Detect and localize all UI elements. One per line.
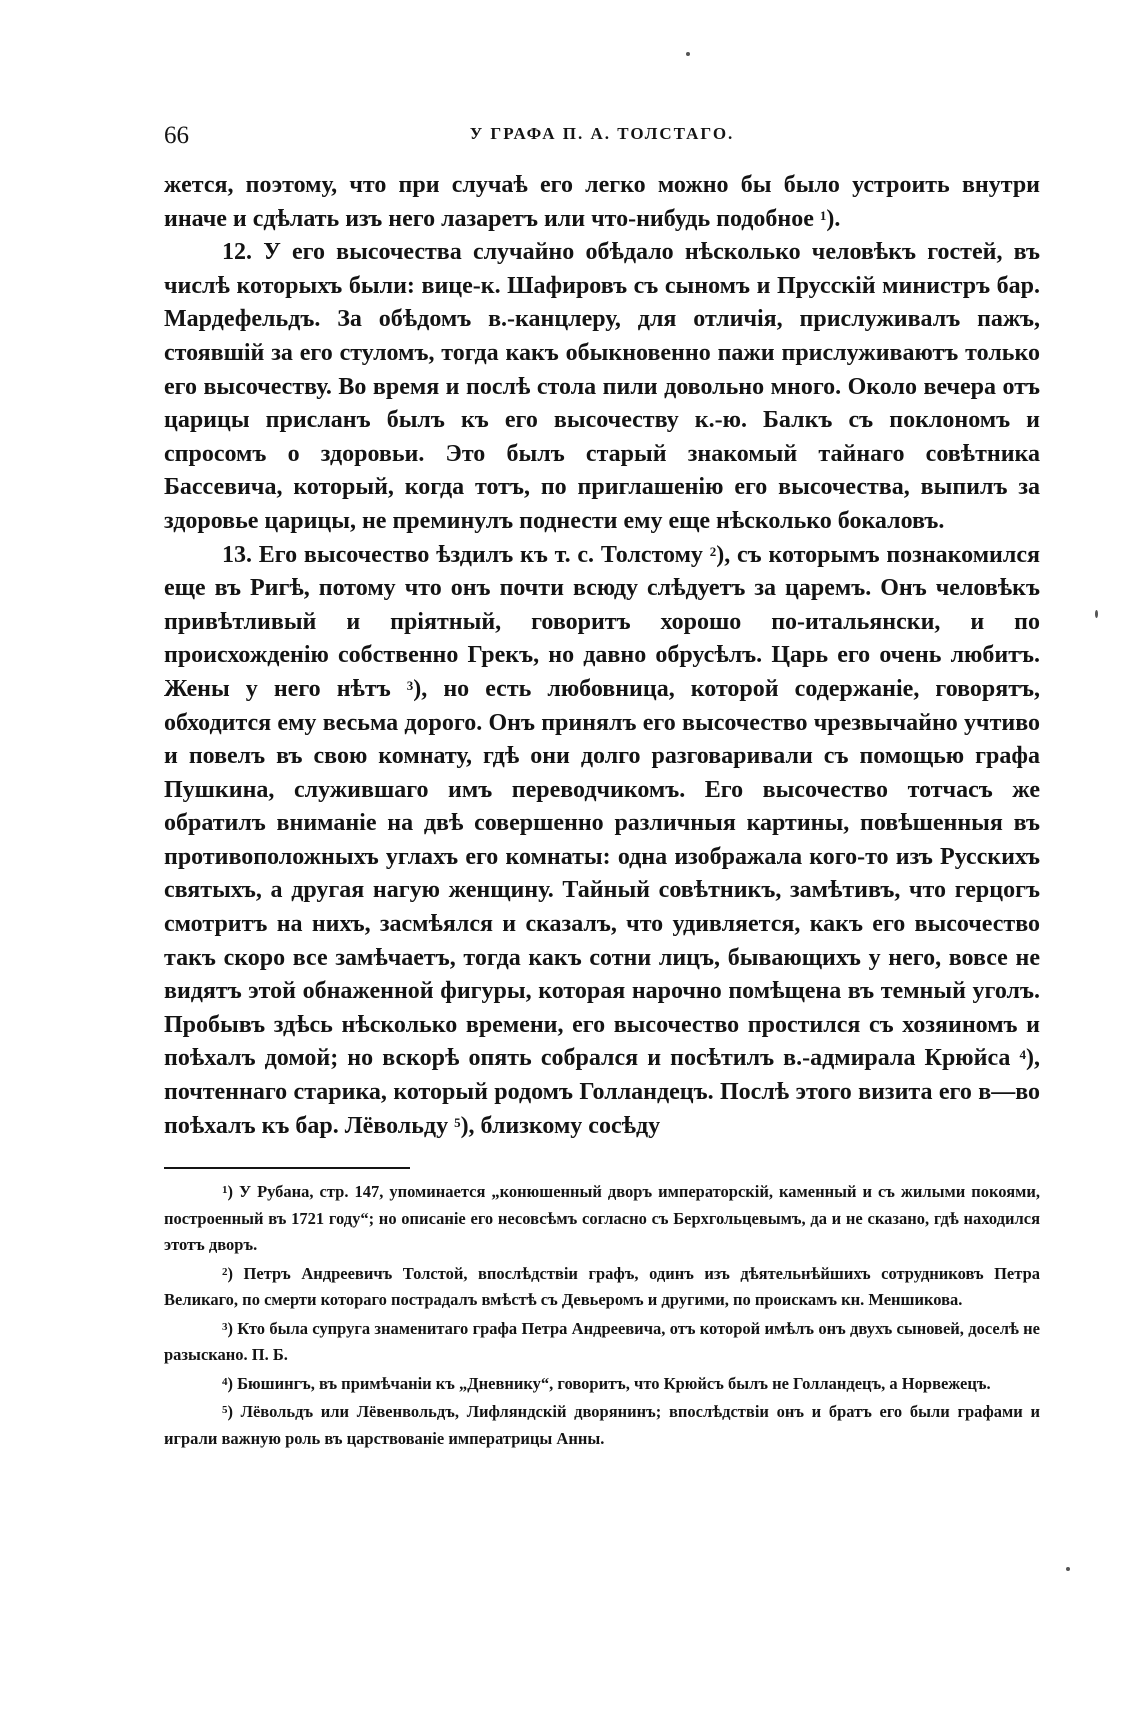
footnote-4: $^4$) Бюшингъ, въ примѣчаніи къ „Дневнику“, говоритъ, что Крюйсъ былъ не Голландецъ, а Норвежецъ. [222, 1373, 991, 1393]
footnote-mark: 2 [222, 1265, 228, 1278]
paragraph-continuation: жется, поэтому, что при случаѣ его легко можно бы было устроить внутри иначе и сдѣлать изъ него лазаретъ или что-нибудь подобное $^1$). [164, 172, 1040, 232]
paragraph-13: 13. Его высочество ѣздилъ къ т. с. Толстому $^2$), съ которымъ познакомился еще въ Ригѣ, потому что онъ почти всюду слѣдуетъ за царемъ. Онъ человѣкъ привѣтливый и пріятный, говоритъ хорошо по-итальянски, и по происхожденію собственно Грекъ, но давно обрусѣлъ. Царь его очень любитъ. Жены у него нѣтъ $^3$), но есть любовница, которой содержаніе, говорятъ, обходится ему весьма дорого. Онъ принялъ его высочество чрезвычайно учтиво и повелъ въ свою комнату, гдѣ они долго разговаривали съ помощью графа Пушкина, служившаго имъ переводчикомъ. Его высочество тотчасъ же обратилъ вниманіе на двѣ совершенно различныя картины, повѣшенныя въ противоположныхъ углахъ его комнаты: одна изображала кого-то изъ Русскихъ святыхъ, а другая нагую женщину. Тайный совѣтникъ, замѣтивъ, что герцогъ смотритъ на нихъ, засмѣялся и сказалъ, что удивляется, какъ его высочество такъ скоро все замѣчаетъ, тогда какъ сотни лицъ, бывающихъ у него, вовсе не видятъ этой обнаженной фигуры, которая нарочно помѣщена въ темный уголъ. Пробывъ здѣсь нѣсколько времени, его высочество простился съ хозяиномъ и поѣхалъ домой; но вскорѣ опять собрался и посѣтилъ в.-адмирала Крюйса $^4$), почтеннаго старика, который родомъ Голландецъ. Послѣ этого визита его в—во поѣхалъ къ бар. Лёвольду $^5$), близкому сосѣду [164, 541, 1040, 1139]
footnote-ref[interactable]: 1 [819, 207, 827, 223]
footnote-1: $^1$) У Рубана, стр. 147, упоминается „конюшенный дворъ императорскій, каменный и съ жилыми покоями, построенный въ 1721 году“; но описаніе его несовсѣмъ согласно съ Берхгольцевымъ, да и не сказано, гдѣ находился этотъ дворъ. [164, 1182, 1040, 1255]
footnote-5: $^5$) Лёвольдъ или Лёвенвольдъ, Лифляндскій дворянинъ; впослѣдствіи онъ и братъ его были графами и играли важную роль въ царствованіе императрицы Анны. [164, 1402, 1040, 1448]
footnote-ref[interactable]: 2 [709, 543, 717, 559]
footnote-3: $^3$) Кто была супруга знаменитаго графа Петра Андреевича, отъ которой имѣлъ онъ двухъ сыновей, доселѣ не разыскано. П. Б. [164, 1318, 1040, 1365]
footnote-ref[interactable]: 3 [406, 677, 414, 693]
ink-speck [686, 52, 690, 56]
footnote-ref[interactable]: 4 [1019, 1047, 1026, 1063]
footnote-mark: 1 [222, 1184, 228, 1197]
footnotes [164, 1179, 1040, 1452]
footnote-mark: 5 [222, 1404, 228, 1417]
book-page [164, 116, 1040, 1454]
running-title: У ГРАФА П. А. ТОЛСТАГО. [469, 124, 735, 143]
page-number: 66 [164, 122, 189, 149]
ink-speck [1066, 1567, 1070, 1571]
page-header [164, 116, 1040, 156]
ink-speck [1095, 610, 1098, 618]
footnote-2: $^2$) Петръ Андреевичъ Толстой, впослѣдствіи графъ, одинъ изъ дѣятельнѣйшихъ сотрудниковъ Петра Великаго, по смерти котораго пострадалъ вмѣстѣ съ Девьеромъ и другими, по проискамъ кн. Меншикова. [164, 1263, 1040, 1310]
footnote-ref[interactable]: 5 [454, 1114, 461, 1130]
footnote-mark: 4 [222, 1375, 228, 1388]
main-text [164, 169, 1040, 1143]
footnote-divider [164, 1167, 410, 1169]
paragraph-12: 12. У его высочества случайно обѣдало нѣсколько человѣкъ гостей, въ числѣ которыхъ были: вице-к. Шафировъ съ сыномъ и Прусскій министръ бар. Мардефельдъ. За обѣдомъ в.-канцлеру, для отличія, прислуживалъ пажъ, стоявшій за его стуломъ, тогда какъ обыкновенно пажи прислуживаютъ только его высочеству. Во время и послѣ стола пили довольно много. Около вечера отъ царицы присланъ былъ къ его высочеству к.-ю. Балкъ съ поклономъ и спросомъ о здоровьи. Это былъ старый знакомый тайнаго совѣтника Бассевича, который, когда тотъ, по приглашенію его высочества, выпилъ за здоровье царицы, не преминулъ поднести ему еще нѣсколько бокаловъ. [164, 239, 1040, 534]
footnote-mark: 3 [222, 1320, 228, 1333]
